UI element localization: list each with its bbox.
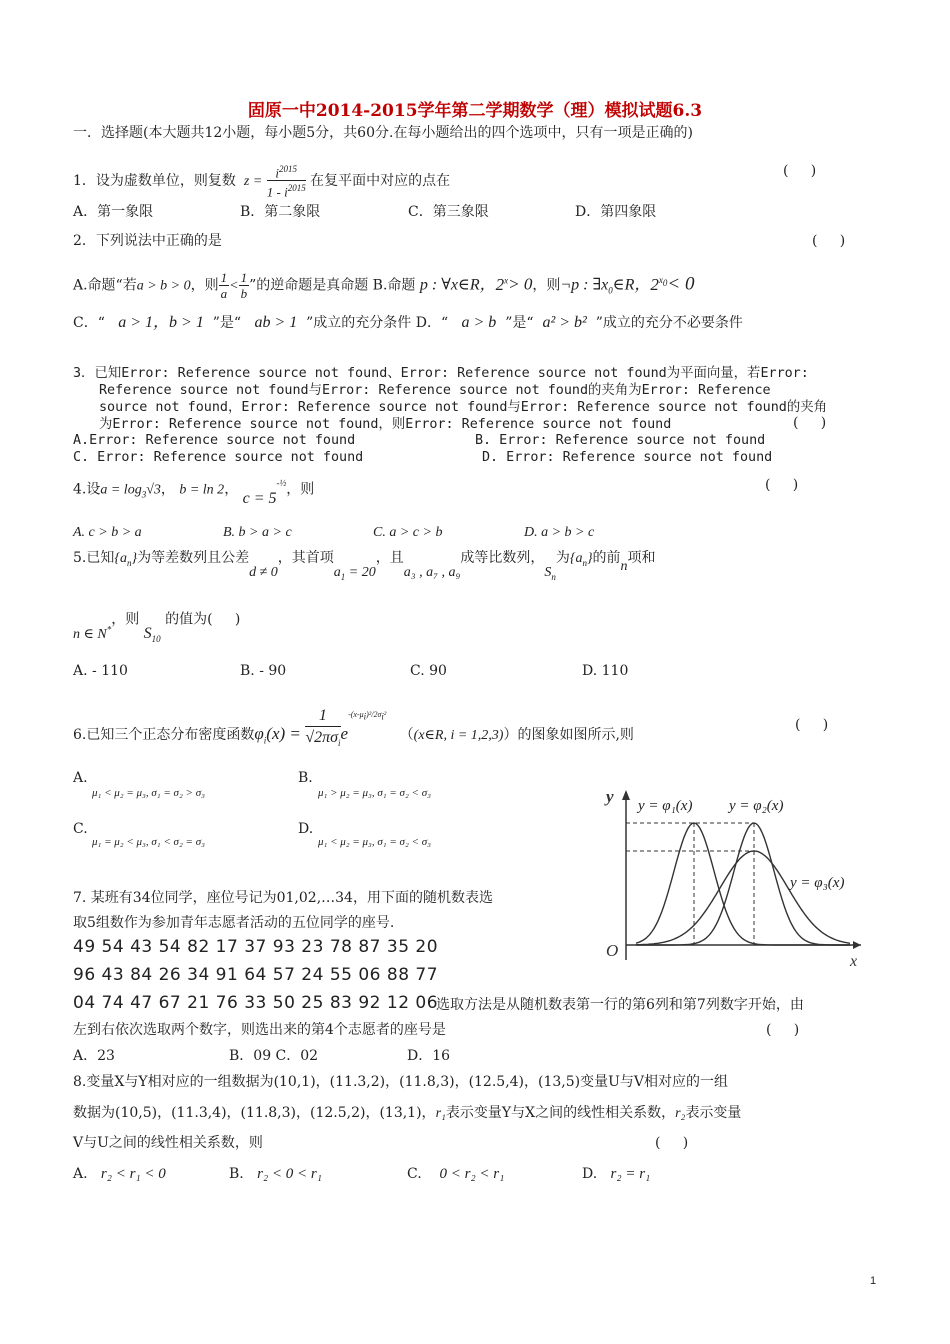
origin-label: O [606, 941, 619, 960]
y-axis-arrow [622, 790, 630, 800]
page-number: 1 [870, 1275, 877, 1287]
q6-option-b-label: B. [298, 770, 313, 786]
q5-text10: 的值为( ) [165, 611, 241, 628]
q2-c-math4: a² > b² [542, 314, 587, 331]
x-axis-arrow [853, 941, 861, 949]
q5-math-d: d ≠ 0 [249, 565, 278, 580]
q6-math-phi: $\varphi_i(x)$ = [254, 724, 301, 746]
q4-option-b: B. b > a > c [223, 525, 292, 540]
q3-option-b: B. Error: Reference source not found [475, 433, 766, 448]
curve-label-2: y = φ₂(x) [729, 798, 784, 814]
q2-stem: 2．下列说法中正确的是 [73, 233, 222, 249]
q1-z: z = [240, 173, 263, 189]
q5-option-d: D. 110 [582, 663, 629, 679]
q8-option-c-math: 0 < r₂ < r₁ [439, 1166, 505, 1182]
q2-b-math5: < 0 [667, 273, 695, 295]
q2-c-math2: ab > 1 [254, 314, 298, 331]
q2-a-text1: A.命题“若 [73, 277, 137, 294]
q1-answer-paren: ( ) [783, 163, 817, 179]
question-6: 6.已知三个正态分布密度函数$\varphi_i(x)$ = $\frac{1}{√2\pi\sigma_i}$ $e^{-(x-\mu_i)^2/2\sigma_i^2}$ （(x∈R, i = 1,2,3)）的图象如图所示,则 [73, 716, 634, 754]
q3-line-4: 为Error: Reference source not found，则Error: Reference source not found [99, 417, 672, 432]
q2-c-math1: a > 1，b > 1 [118, 314, 204, 331]
q1-option-b: B．第二象限 [240, 204, 321, 220]
q7-line-2: 取5组数作为参加青年志愿者活动的五位同学的座号. [73, 915, 395, 931]
q8-line-3: V与U之间的线性相关系数，则 [73, 1135, 263, 1151]
question-4: 4.设$a = \log_3√3$， b = ln 2， $c = 5^{-\frac{1}{2}}$，则 [73, 478, 315, 507]
q2-b-math4: ∈R， [612, 276, 651, 294]
normal-curves-figure [596, 780, 871, 970]
q5-an-2: $\{a_n\}$ [569, 551, 593, 568]
q2-frac-1b: $\frac{1}{b}$ [240, 270, 248, 301]
question-1 [73, 162, 450, 200]
q1-suffix: 在复平面中对应的点在 [310, 172, 451, 189]
q6-option-c-label: C. [73, 821, 88, 837]
q5-line-2 [73, 606, 241, 644]
q2-c-text2: ”是“ [212, 315, 242, 331]
q6-option-a-label: A. [73, 770, 88, 786]
q8-math-r1: r₁ [435, 1106, 446, 1121]
q7-line-3: 选取方法是从随机数表第一行的第6列和第7列数字开始，由 [436, 997, 804, 1013]
q4-option-a: A. c > b > a [73, 525, 142, 540]
q4-comma1: ， [160, 481, 175, 498]
q5-math-seq: a₃ , a₇ , a₉ [403, 565, 461, 580]
q7-line-4: 左到右依次选取两个数字，则选出来的第4个志愿者的座号是 [73, 1022, 446, 1038]
q1-den-exp: 2015 [287, 183, 306, 194]
q2-c-text4: ”是“ [505, 315, 534, 331]
q6-math-domain: (x∈R, i = 1,2,3) [413, 728, 504, 744]
q3-line-3: source not found，Error: Reference source not found与Error: Reference source not found的夹角 [99, 400, 828, 415]
q5-math-a1: $a_1 = 20$ [333, 565, 376, 582]
q6-option-a: μ₁ < μ₂ = μ₃, σ₁ = σ₂ > σ₃ [92, 787, 205, 799]
q1-num: i [275, 165, 280, 181]
q5-option-c: C. 90 [410, 663, 447, 679]
q5-math-sn: $S_n$ [544, 565, 556, 582]
q8-line-2 [73, 1104, 741, 1123]
q5-text6: 为 [555, 550, 570, 566]
q5-text3: ，其首项 [277, 550, 334, 566]
q5-text7: 的前 [592, 550, 621, 566]
x-axis-label: x [850, 953, 858, 970]
q2-frac-1a: $\frac{1}{a}$ [220, 270, 228, 301]
curve-phi-3 [636, 851, 850, 945]
q5-an-1: $\{a_n\}$ [114, 551, 138, 568]
q8-option-d: D. r₂ = r₁ [582, 1166, 651, 1182]
section-heading: 一．选择题(本大题共12小题，每小题5分，共60分.在每小题给出的四个选项中，只有一项是正确的) [73, 125, 693, 141]
q5-math-nN: n ∈ N* [73, 624, 112, 642]
q5-math-n: n [620, 559, 628, 574]
curve-label-1: y = φ₁(x) [638, 798, 693, 814]
y-axis-label: y [606, 787, 614, 806]
q6-option-d: μ₁ < μ₂ = μ₃, σ₁ = σ₂ < σ₃ [318, 836, 431, 848]
q1-prefix: 1．设为虚数单位，则复数 [73, 172, 236, 189]
q4-comma2: ， [224, 481, 239, 498]
q1-option-a: A．第一象限 [73, 204, 154, 220]
q8-option-b-math: r₂ < 0 < r₁ [257, 1166, 322, 1182]
q5-option-b: B. - 90 [240, 663, 287, 679]
q6-fraction: $\frac{1}{√2\pi\sigma_i}$ [305, 707, 341, 749]
q7-option-d: D．16 [407, 1048, 451, 1064]
q5-text2: 为等差数列且公差 [137, 550, 250, 566]
q3-line-1: 3．已知Error: Reference source not found、Error: Reference source not found为平面向量，若Error: [73, 366, 809, 381]
q1-fraction [267, 162, 306, 200]
q2-b-text: ，则 [532, 277, 561, 294]
q2-option-ab: A.命题“若a > b > 0，则 $\frac{1}{a}$ < $\frac{1}{b}$ ”的逆命题是真命题 B.命题 p : ∀x∈R，$2^x> 0$，则¬p : $\exists x_0\in R$，$2^{x_0}< 0$ [73, 270, 695, 301]
q6-text1: 6.已知三个正态分布密度函数 [73, 727, 255, 744]
q8-answer-paren: ( ) [655, 1135, 689, 1151]
q8-option-c: C. 0 < r₂ < r₁ [407, 1166, 505, 1182]
q2-c-text3: ”成立的充分条件 D．“ [306, 315, 449, 331]
q3-option-d: D. Error: Reference source not found [482, 450, 773, 465]
q3-line-2: Reference source not found与Error: Reference source not found的夹角为Error: Reference [99, 383, 771, 398]
q1-option-d: D．第四象限 [575, 204, 657, 220]
q8-text2: 表示变量Y与X之间的线性相关系数， [445, 1105, 676, 1121]
q2-less: < [229, 278, 239, 294]
q2-c-text1: C．“ [73, 315, 105, 331]
q1-num-exp: 2015 [279, 164, 298, 174]
q8-option-a: A. r₂ < r₁ < 0 [73, 1166, 166, 1182]
q2-option-cd [73, 314, 743, 332]
q5-option-a: A. - 110 [73, 663, 128, 679]
q4-option-c: C. a > c > b [373, 525, 443, 540]
q2-b-pow2: $2^{x_0}$ [650, 274, 668, 294]
q6-exponent: -(x-μi)²/2σi² [348, 710, 387, 723]
q8-text1: 数据为(10,5)，(11.3,4)，(11.8,3)，(12.5,2)，(13,1)， [73, 1105, 436, 1121]
q2-b-math3: ¬p : ∃x [560, 276, 609, 294]
q4-math-sqrt: √3 [146, 482, 161, 498]
q4-math-a: a = log [100, 482, 142, 498]
q6-text2: 的图象如图所示,则 [517, 727, 634, 744]
q8-option-a-math: r₂ < r₁ < 0 [100, 1166, 166, 1182]
q5-text9: ，则 [111, 611, 140, 628]
q3-option-a: A.Error: Reference source not found [73, 433, 356, 448]
q2-c-text5: ”成立的充分不必要条件 [595, 315, 743, 331]
q5-text4: ，且 [375, 550, 404, 566]
q5-text1: 5.已知 [73, 550, 115, 566]
q5-text8: 项和 [627, 550, 656, 566]
q8-math-r2: r₂ [675, 1106, 686, 1121]
q7-option-a: A．23 [73, 1048, 115, 1064]
q6-option-d-label: D. [298, 821, 314, 837]
q2-a-text3: ”的逆命题是真命题 B.命题 [249, 277, 416, 294]
q4-text2: ，则 [286, 481, 315, 498]
q8-text3: 表示变量 [685, 1105, 742, 1121]
q7-random-row-2: 96 43 84 26 34 91 64 57 24 55 06 88 77 [73, 965, 439, 985]
q4-math-b: b = ln 2 [179, 482, 225, 498]
question-5 [73, 549, 656, 582]
q3-option-c: C. Error: Reference source not found [73, 450, 364, 465]
q7-random-row-3: 04 74 47 67 21 76 33 50 25 83 92 12 06 [73, 993, 439, 1013]
q2-answer-paren: ( ) [812, 233, 846, 249]
q7-line-1: 7. 某班有34位同学，座位号记为01,02,…34，用下面的随机数表选 [73, 890, 493, 906]
q7-random-row-1: 49 54 43 54 82 17 37 93 23 78 87 35 20 [73, 937, 439, 957]
q4-option-d: D. a > b > c [524, 525, 595, 540]
q5-text5: 成等比数列， [460, 550, 545, 566]
q6-option-c: μ₁ = μ₂ < μ₃, σ₁ < σ₂ = σ₃ [92, 836, 205, 848]
q4-answer-paren: ( ) [765, 477, 799, 493]
q7-answer-paren: ( ) [766, 1022, 800, 1038]
q1-option-c: C．第三象限 [408, 204, 489, 220]
q2-b-math2: > 0 [508, 274, 533, 294]
q2-a-math1: a > b > 0 [136, 278, 191, 294]
q6-answer-paren: ( ) [795, 717, 829, 733]
q2-b-pow1: 2$^x$ [495, 274, 509, 294]
q4-text1: 4.设 [73, 481, 101, 498]
q1-den: 1 - i [266, 184, 288, 200]
document-title: 固原一中2014-2015学年第二学期数学（理）模拟试题6.3 [247, 101, 703, 121]
q6-option-b: μ₁ > μ₂ = μ₃, σ₁ = σ₂ < σ₃ [318, 787, 431, 799]
q7-option-bc: B．09 C．02 [229, 1048, 319, 1064]
q8-option-b: B. r₂ < 0 < r₁ [229, 1166, 322, 1182]
q6-math-e: e [340, 724, 349, 744]
q5-math-s10: $S_{10}$ [143, 624, 161, 644]
curve-label-3: y = φ₃(x) [790, 875, 845, 891]
q4-math-c: c = 5 [242, 489, 277, 507]
q2-b-math1: p : ∀x∈R， [419, 276, 496, 294]
q2-c-math3: a > b [461, 314, 497, 331]
q3-answer-paren: ( ) [793, 415, 827, 431]
q8-line-1: 8.变量X与Y相对应的一组数据为(10,1)，(11.3,2)，(11.8,3)，(12.5,4)，(13,5)变量U与V相对应的一组 [73, 1074, 729, 1090]
q2-a-text2: ，则 [190, 277, 219, 294]
q8-option-d-math: r₂ = r₁ [610, 1166, 651, 1182]
